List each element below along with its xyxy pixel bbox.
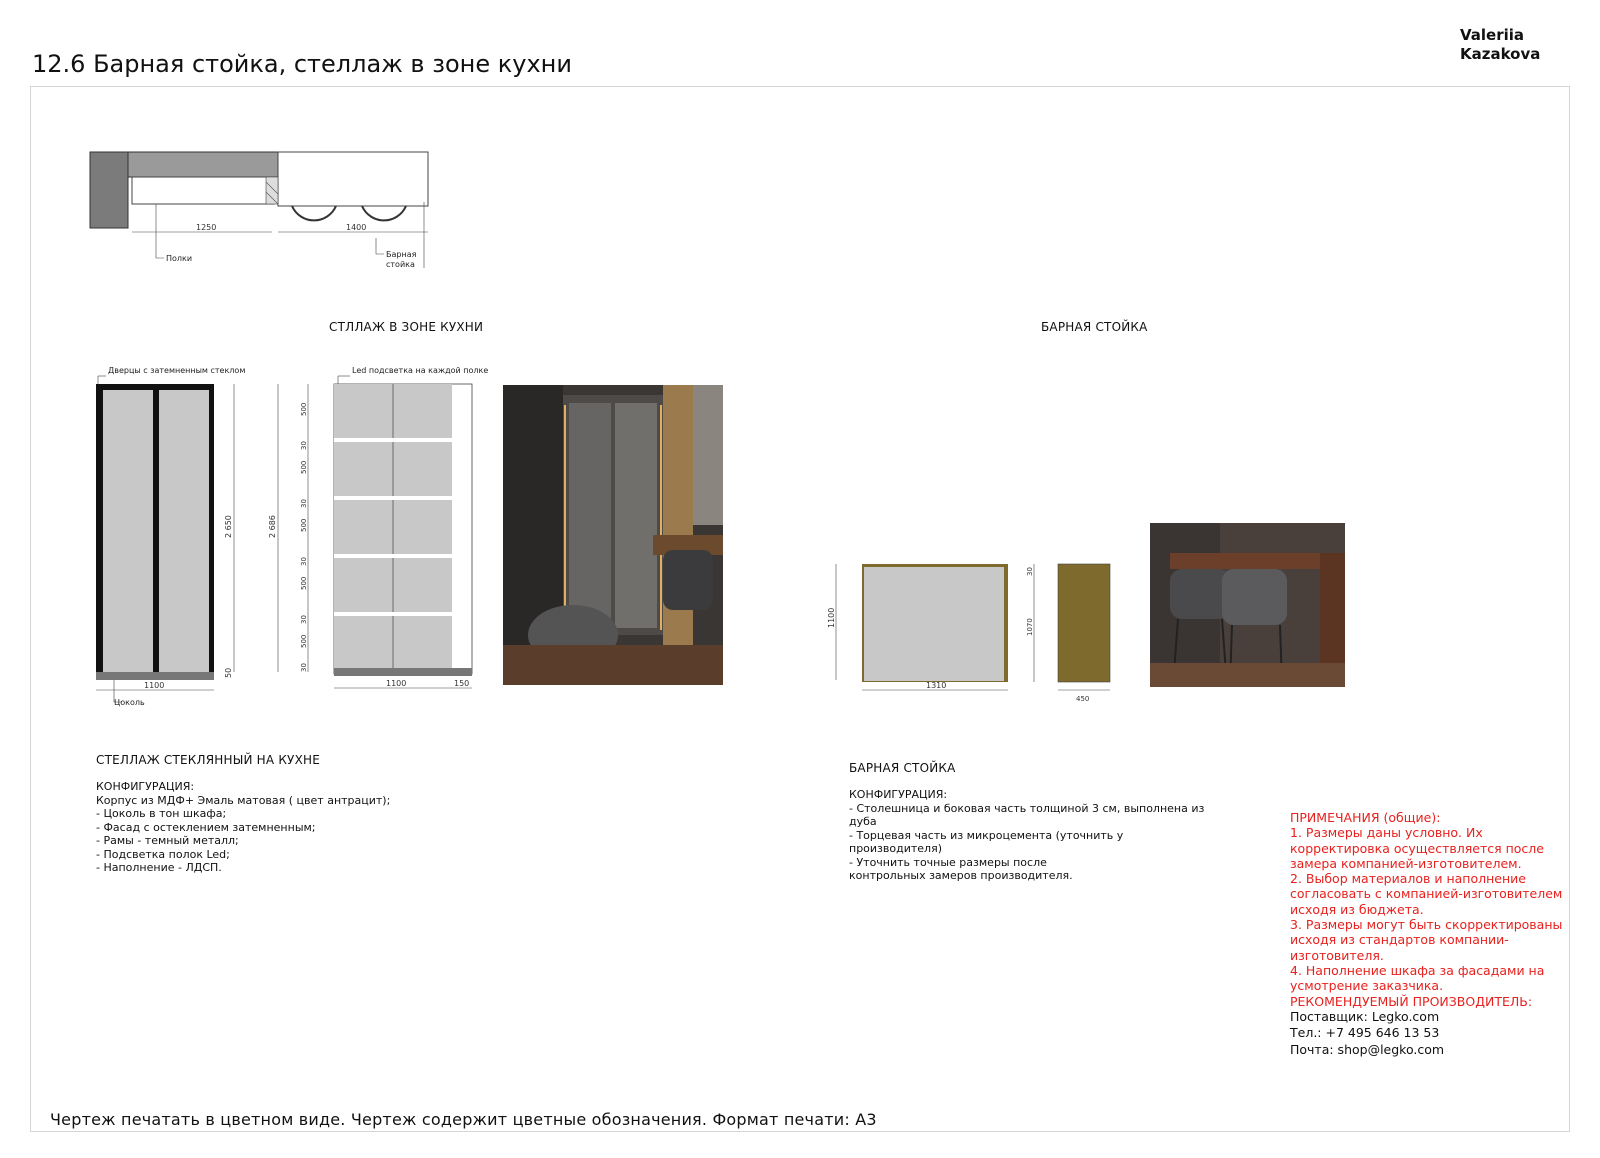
shelf-dim-1: 500: [300, 402, 308, 416]
dim-plinth: 50: [224, 667, 233, 678]
shelving-plinth: [96, 672, 214, 680]
bar-dim-height: 1100: [827, 607, 836, 628]
plan-stool-1: [292, 206, 336, 220]
shelving-render-illustration: [503, 385, 723, 685]
bar-front-elevation: [826, 558, 1016, 708]
bar-front-panel: [864, 567, 1004, 681]
bar-spec-title: БАРНАЯ СТОЙКА: [849, 761, 956, 775]
print-instruction-footer: Чертеж печатать в цветном виде. Чертеж содержит цветные обозначения. Формат печати: А3: [50, 1110, 877, 1129]
notes-supplier: Поставщик: Legko.com: [1290, 1008, 1440, 1024]
notes-phone: Тел.: +7 495 646 13 53: [1290, 1025, 1440, 1041]
label-plinth: Цоколь: [114, 698, 145, 707]
plan-label-shelves: Полки: [166, 254, 193, 263]
shelf-dim-8: 30: [300, 615, 308, 624]
bar-render-illustration: [1150, 523, 1345, 687]
bar-spec-text: КОНФИГУРАЦИЯ: - Столешница и боковая часть толщиной 3 см, выполнена из дуба - Торцевая часть из микроцемента (уточнить у производителя) - Уточнить точные размеры после контрольных замеров производителя.: [849, 788, 1205, 882]
bar-section-title: БАРНАЯ СТОЙКА: [1041, 320, 1148, 334]
plan-label-bar: Барная стойка: [386, 250, 417, 269]
bar-dim-top: 30: [1026, 567, 1034, 576]
dim-height-outer: 2 650: [224, 515, 233, 538]
shelf-dim-5: 500: [300, 518, 308, 532]
dim-width-inner: 1100: [386, 679, 407, 688]
plan-stool-2: [362, 206, 406, 220]
glass-door-right: [159, 390, 209, 672]
shelf-dim-7: 500: [300, 576, 308, 590]
shelf-dim-9: 500: [300, 634, 308, 648]
label-doors: Дверцы с затемненным стеклом: [108, 366, 246, 375]
page-title: 12.6 Барная стойка, стеллаж в зоне кухни: [32, 50, 572, 78]
shelf-dim-4: 30: [300, 499, 308, 508]
plan-wall: [128, 152, 278, 177]
notes-email: Почта: shop@legko.com: [1290, 1041, 1445, 1057]
bar-dim-side-height: 1070: [1026, 618, 1034, 636]
shelf-dim-6: 30: [300, 557, 308, 566]
inner-plinth: [334, 668, 472, 676]
general-notes: [1290, 810, 1565, 1058]
bar-dim-depth: 450: [1076, 695, 1090, 703]
bar-dim-width: 1310: [926, 681, 947, 690]
plan-dim-shelves: 1250: [196, 223, 217, 232]
shelving-front-elevation: [90, 372, 250, 712]
glass-door-left: [103, 390, 153, 672]
brand-line-2: Kazakova: [1460, 45, 1541, 63]
brand-line-1: Valeriia: [1460, 26, 1525, 44]
shelving-render-photo: [503, 385, 723, 685]
plan-column: [90, 152, 128, 228]
dim-width-front: 1100: [144, 681, 165, 690]
notes-red-text: ПРИМЕЧАНИЯ (общие): 1. Размеры даны условно. Их корректировка осуществляется после замера компанией-изготовителем. 2. Выбор материалов и наполнение согласовать с компанией-изготовителем исходя из бюджета. 3. Размеры могут быть скорректированы исходя из стандартов компании-изготовителя. 4. Наполнение шкафа за фасадами на усмотрение заказчика. РЕКОМЕНДУЕМЫЙ ПРОИЗВОДИТЕЛЬ:: [1290, 810, 1563, 1009]
brand-logo: [1460, 26, 1540, 64]
plan-dim-bar: 1400: [346, 223, 367, 232]
shelf-dim-10: 30: [300, 663, 308, 672]
dim-depth: 150: [454, 679, 470, 688]
plan-bar-counter: [278, 152, 428, 206]
shelving-spec-title: СТЕЛЛАЖ СТЕКЛЯННЫЙ НА КУХНЕ: [96, 753, 320, 767]
shelf-dim-2: 30: [300, 441, 308, 450]
shelving-inner-elevation: [262, 372, 482, 702]
shelving-section-title: СТЛЛАЖ В ЗОНЕ КУХНИ: [329, 320, 484, 334]
dim-height-inner: 2 686: [268, 515, 277, 538]
shelving-spec-text: КОНФИГУРАЦИЯ: Корпус из МДФ+ Эмаль матовая ( цвет антрацит); - Цоколь в тон шкафа; - Фасад с остеклением затемненным; - Рамы - темный металл; - Подсветка полок Led; - Наполнение - ЛДСП.: [96, 780, 391, 874]
plan-shelves: [132, 177, 274, 204]
label-led: Led подсветка на каждой полке: [352, 366, 489, 375]
bar-side-elevation: [1024, 558, 1124, 708]
plan-hatch: [266, 177, 278, 204]
bar-side-panel: [1058, 564, 1110, 682]
bar-render-photo: [1150, 523, 1345, 687]
shelf-dim-3: 500: [300, 460, 308, 474]
